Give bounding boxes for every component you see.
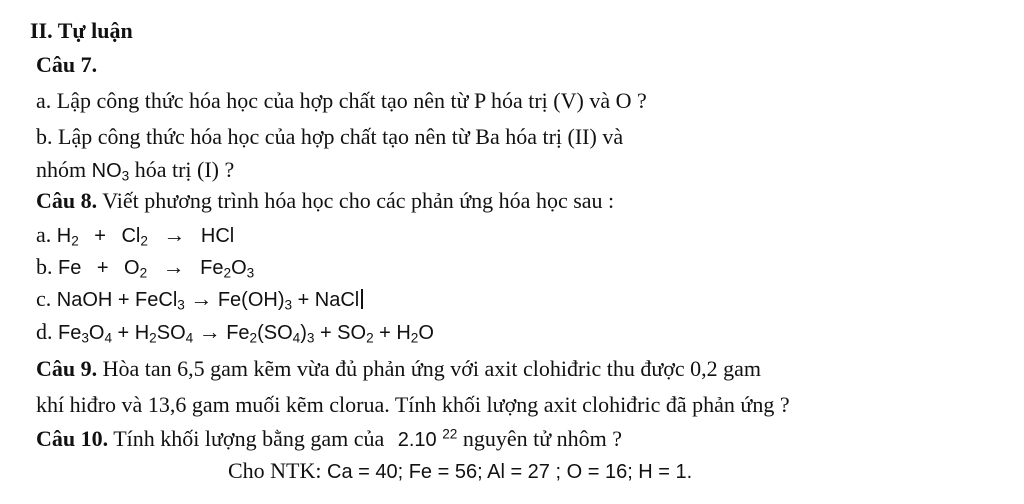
question-9-line2: khí hiđro và 13,6 gam muối kẽm clorua. Tính khối lượng axit clohiđric đã phản ứng ? bbox=[36, 392, 790, 417]
question-7-label: Câu 7. bbox=[36, 52, 98, 77]
equation-d: d. $Fe_3O_4 + H_2SO_4 \to Fe_2(SO_4)_3 + SO_2 + H_2O$ bbox=[36, 319, 434, 346]
question-7a: a. Lập công thức hóa học của hợp chất tạo nên từ P hóa trị (V) và O ? bbox=[36, 88, 647, 113]
question-9-line1: Câu 9. Hòa tan 6,5 gam kẽm vừa đủ phản ứng với axit clohiđric thu được 0,2 gam bbox=[36, 356, 762, 381]
section-title: II. Tự luận bbox=[30, 18, 133, 43]
text-cursor bbox=[361, 289, 363, 309]
reaction-arrow: → bbox=[198, 319, 221, 344]
atomic-mass-note: Cho NTK: Ca = 40; Fe = 56; Al = 27 ; O = 16; H = 1. bbox=[228, 458, 693, 483]
reaction-arrow: → bbox=[190, 286, 213, 311]
equation-b: b. $Fe + O_2 \to Fe_2O_3$ bbox=[36, 254, 255, 281]
question-10: Câu 10. Tính khối lượng bằng gam của 2.10 $^{22}$ nguyên tử nhôm ? bbox=[36, 426, 623, 451]
question-7b-line2: nhóm $NO_3$ hóa trị (I) ? bbox=[36, 157, 235, 184]
reaction-arrow: → bbox=[162, 254, 185, 279]
reaction-arrow: → bbox=[163, 222, 186, 247]
equation-a: a. $H_2 + Cl_2$ → HCl bbox=[36, 222, 235, 249]
question-8: Câu 8. Viết phương trình hóa học cho các phản ứng hóa học sau : bbox=[36, 188, 615, 213]
question-7b-line1: b. Lập công thức hóa học của hợp chất tạo nên từ Ba hóa trị (II) và bbox=[36, 124, 624, 149]
equation-c: c. NaOH + FeCl$_3$ → $Fe(OH)_3$ + NaCl bbox=[36, 284, 363, 315]
